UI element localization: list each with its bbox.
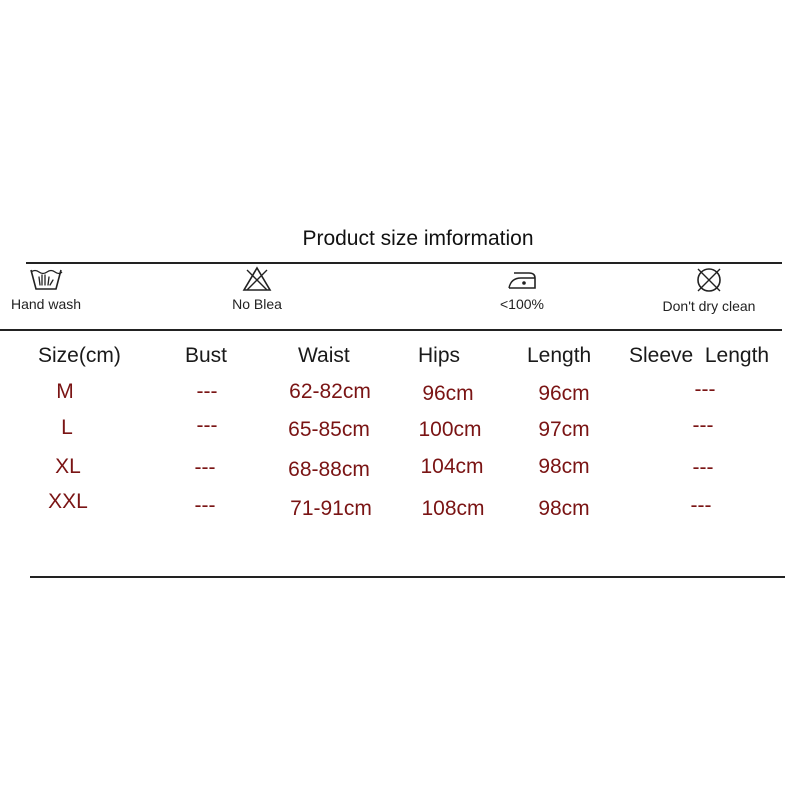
table-cell-hips: 96cm — [422, 382, 474, 405]
table-cell-size: M — [56, 380, 74, 403]
care-label-iron: <100% — [500, 296, 544, 312]
table-cell-length: 98cm — [538, 497, 590, 520]
page-title: Product size imformation — [302, 227, 534, 250]
table-cell-length: 98cm — [538, 455, 590, 478]
care-no-dry-clean — [649, 266, 769, 314]
table-cell-waist: 68-88cm — [288, 458, 370, 481]
table-cell-bust: --- — [194, 456, 216, 479]
table-cell-length: 97cm — [538, 418, 590, 441]
table-cell-hips: 108cm — [421, 497, 485, 520]
table-cell-bust: --- — [196, 380, 218, 403]
table-cell-bust: --- — [194, 494, 216, 517]
header-length: Length — [527, 344, 592, 367]
table-cell-sleeve-length: --- — [692, 414, 714, 437]
middle-divider — [0, 329, 782, 331]
care-label-hand-wash: Hand wash — [10, 296, 82, 312]
care-hand-wash — [6, 266, 86, 312]
care-label-no-dry-clean: Don't dry clean — [662, 298, 756, 314]
table-cell-size: XXL — [48, 490, 88, 513]
iron-icon — [502, 266, 542, 292]
table-cell-sleeve-length: --- — [694, 378, 716, 401]
header-waist: Waist — [298, 344, 350, 367]
table-cell-sleeve-length: --- — [690, 494, 712, 517]
care-label-no-bleach: No Blea — [232, 296, 282, 312]
header-hips: Hips — [418, 344, 461, 367]
table-cell-length: 96cm — [538, 382, 590, 405]
table-cell-size: XL — [55, 455, 81, 478]
table-cell-bust: --- — [196, 414, 218, 437]
table-cell-hips: 104cm — [420, 455, 484, 478]
no-dry-clean-icon — [693, 266, 725, 294]
table-cell-waist: 62-82cm — [289, 380, 371, 403]
header-bust: Bust — [185, 344, 228, 367]
no-bleach-icon — [242, 266, 272, 292]
table-cell-sleeve-length: --- — [692, 456, 714, 479]
table-cell-size: L — [61, 416, 73, 439]
bottom-divider — [30, 576, 785, 578]
table-cell-hips: 100cm — [418, 418, 482, 441]
top-divider — [26, 262, 782, 264]
care-no-bleach — [217, 266, 297, 312]
header-size: Size(cm) — [38, 344, 121, 367]
table-cell-waist: 65-85cm — [288, 418, 370, 441]
hand-wash-icon — [28, 266, 64, 292]
table-cell-waist: 71-91cm — [290, 497, 372, 520]
care-iron — [482, 266, 562, 312]
header-sleeve-length: Sleeve Length — [629, 344, 770, 367]
